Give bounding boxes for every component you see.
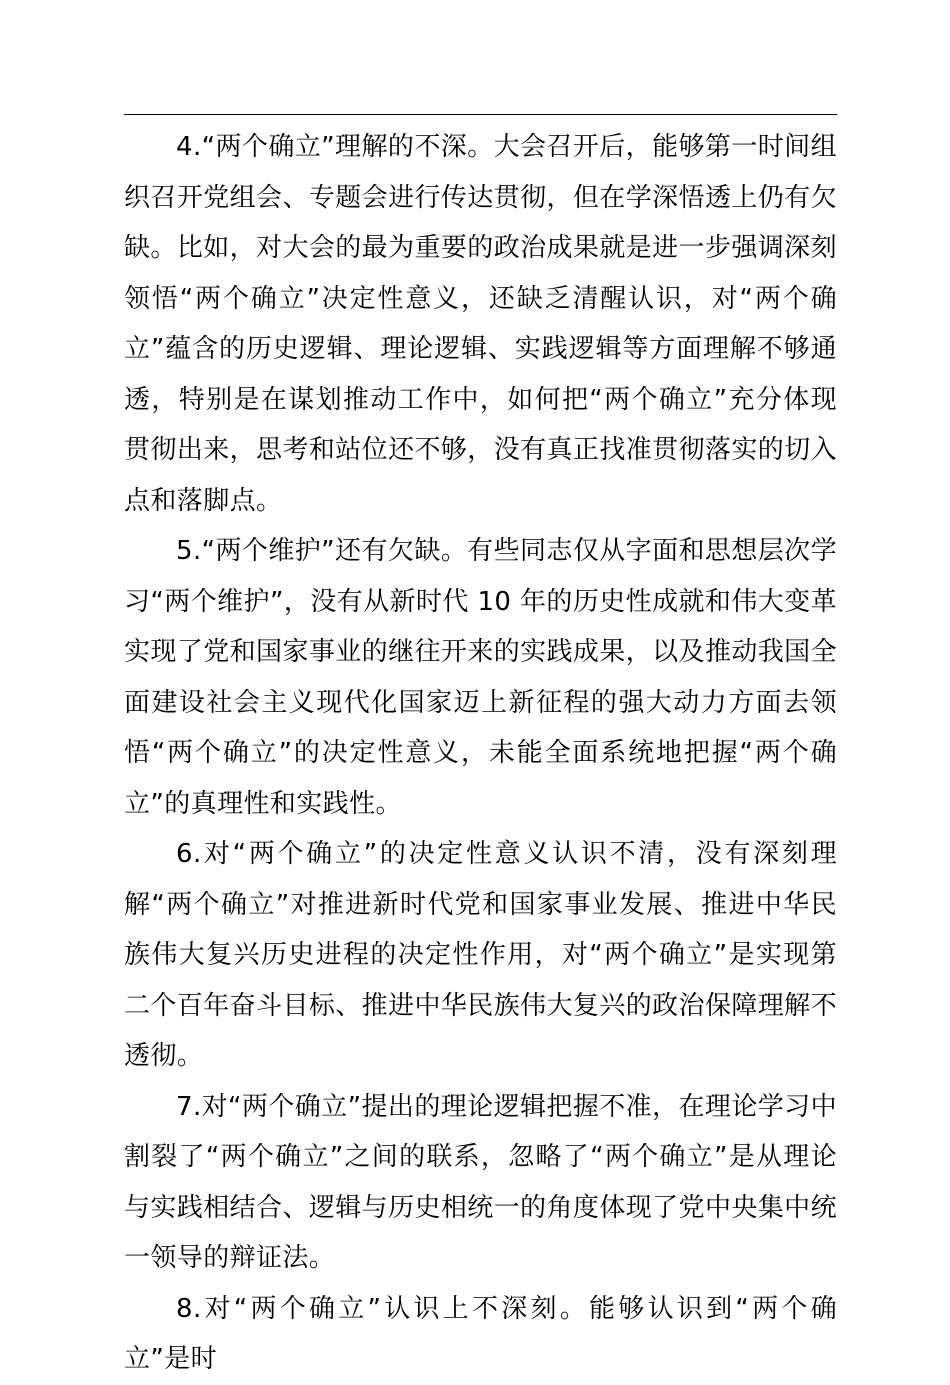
paragraph-4: 4.“两个确立”理解的不深。大会召开后，能够第一时间组织召开党组会、专题会进行传达贯彻，但在学深悟透上仍有欠缺。比如，对大会的最为重要的政治成果就是进一步强调深刻领悟“两个确立”决定性意义，还缺乏清醒认识，对“两个确立”蕴含的历史逻辑、理论逻辑、实践逻辑等方面理解不够通透，特别是在谋划推动工作中，如何把“两个确立”充分体现贯彻出来，思考和站位还不够，没有真正找准贯彻落实的切入点和落脚点。 xyxy=(124,132,837,516)
paragraph-7: 7.对“两个确立”提出的理论逻辑把握不准，在理论学习中割裂了“两个确立”之间的联系，忽略了“两个确立”是从理论与实践相结合、逻辑与历史相统一的角度体现了党中央集中统一领导的辩证法。 xyxy=(124,1091,837,1273)
header-rule xyxy=(124,114,837,115)
paragraph-6: 6.对“两个确立”的决定性意义认识不清，没有深刻理解“两个确立”对推进新时代党和国家事业发展、推进中华民族伟大复兴历史进程的决定性作用，对“两个确立”是实现第二个百年奋斗目标、推进中华民族伟大复兴的政治保障理解不透彻。 xyxy=(124,839,837,1071)
paragraph-8: 8.对“两个确立”认识上不深刻。能够认识到“两个确立”是时 xyxy=(124,1293,837,1374)
paragraph-5: 5.“两个维护”还有欠缺。有些同志仅从字面和思想层次学习“两个维护”，没有从新时代 10 年的历史性成就和伟大变革实现了党和国家事业的继往开来的实践成果，以及推动我国全面建设社会主义现代化国家迈上新征程的强大动力方面去领悟“两个确立”的决定性意义，未能全面系统地把握“两个确立”的真理性和实践性。 xyxy=(124,536,837,819)
document-body xyxy=(124,122,837,1385)
